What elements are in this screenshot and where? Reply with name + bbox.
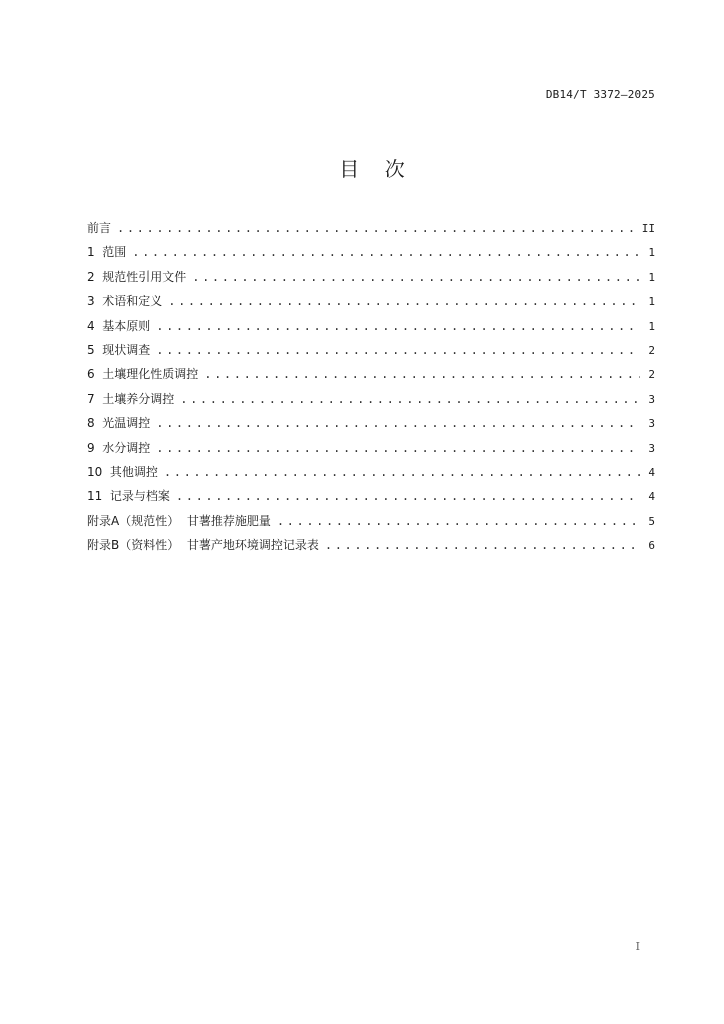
toc-entry-page: 4	[648, 490, 655, 504]
toc-entry-page: 4	[648, 465, 655, 479]
toc-entry-label: 范围	[102, 245, 127, 260]
table-of-contents	[87, 216, 655, 557]
toc-entry-label: 水分调控	[102, 440, 151, 455]
toc-leader-dots	[325, 533, 640, 557]
toc-entry-number: 5	[87, 342, 103, 357]
toc-entry-page: 3	[648, 417, 655, 431]
page-title: 目 次	[339, 157, 405, 181]
toc-entry-8[interactable]	[87, 411, 655, 435]
toc-leader-dots	[168, 289, 640, 313]
toc-entry-page: 3	[648, 392, 655, 406]
toc-leader-dots	[164, 460, 640, 484]
toc-entry-label: 土壤理化性质调控	[102, 367, 199, 382]
toc-entry-3[interactable]	[87, 289, 655, 313]
toc-leader-dots	[180, 387, 640, 411]
toc-entry-label: 记录与档案	[109, 489, 170, 504]
toc-entry-page: 1	[648, 295, 655, 309]
toc-entry-number: 11	[87, 489, 110, 504]
toc-entry-appendix-b[interactable]	[87, 533, 655, 557]
toc-entry-7[interactable]	[87, 387, 655, 411]
toc-entry-label: 基本原则	[102, 318, 151, 333]
toc-entry-6[interactable]	[87, 362, 655, 386]
toc-entry-page: 2	[648, 343, 655, 357]
toc-leader-dots	[156, 314, 640, 338]
toc-leader-dots	[156, 436, 640, 460]
document-code: DB14/T 3372—2025	[545, 88, 655, 101]
toc-entry-number: 10	[87, 464, 110, 479]
toc-leader-dots	[204, 362, 640, 386]
toc-entry-appendix-a[interactable]	[87, 509, 655, 533]
toc-leader-dots	[117, 216, 636, 240]
toc-leader-dots	[277, 509, 640, 533]
toc-entry-number: 6	[87, 367, 103, 382]
toc-entry-9[interactable]	[87, 436, 655, 460]
toc-entry-foreword[interactable]	[87, 216, 655, 240]
toc-entry-number: 4	[87, 318, 103, 333]
toc-entry-label: 土壤养分调控	[102, 391, 175, 406]
page-number: I	[635, 940, 640, 953]
toc-leader-dots	[192, 265, 640, 289]
toc-entry-1[interactable]	[87, 240, 655, 264]
toc-entry-page: 1	[648, 319, 655, 333]
toc-entry-page: 1	[648, 270, 655, 284]
toc-entry-11[interactable]	[87, 484, 655, 508]
toc-entry-label: 现状调查	[102, 342, 151, 357]
toc-entry-number: 1	[87, 245, 103, 260]
toc-entry-10[interactable]	[87, 460, 655, 484]
toc-entry-label: 附录B（资料性） 甘薯产地环境调控记录表	[87, 538, 319, 553]
toc-leader-dots	[176, 484, 640, 508]
toc-entry-number: 8	[87, 416, 103, 431]
toc-entry-number: 2	[87, 269, 103, 284]
toc-entry-label: 术语和定义	[102, 294, 163, 309]
toc-entry-5[interactable]	[87, 338, 655, 362]
toc-leader-dots	[156, 338, 640, 362]
toc-entry-number: 9	[87, 440, 103, 455]
toc-entry-page: II	[641, 222, 655, 235]
toc-entry-label: 前言	[87, 221, 112, 235]
toc-entry-label: 附录A（规范性） 甘薯推荐施肥量	[87, 513, 271, 528]
toc-leader-dots	[132, 240, 640, 264]
toc-entry-label: 规范性引用文件	[102, 269, 187, 284]
toc-entry-label: 光温调控	[102, 416, 151, 431]
toc-entry-page: 3	[648, 441, 655, 455]
toc-entry-number: 7	[87, 391, 103, 406]
toc-leader-dots	[156, 411, 640, 435]
toc-entry-2[interactable]	[87, 265, 655, 289]
toc-entry-4[interactable]	[87, 314, 655, 338]
toc-entry-label: 其他调控	[109, 464, 158, 479]
toc-entry-page: 2	[648, 368, 655, 382]
toc-entry-number: 3	[87, 294, 103, 309]
toc-entry-page: 5	[648, 514, 655, 528]
toc-entry-page: 6	[648, 539, 655, 553]
toc-entry-page: 1	[648, 246, 655, 260]
